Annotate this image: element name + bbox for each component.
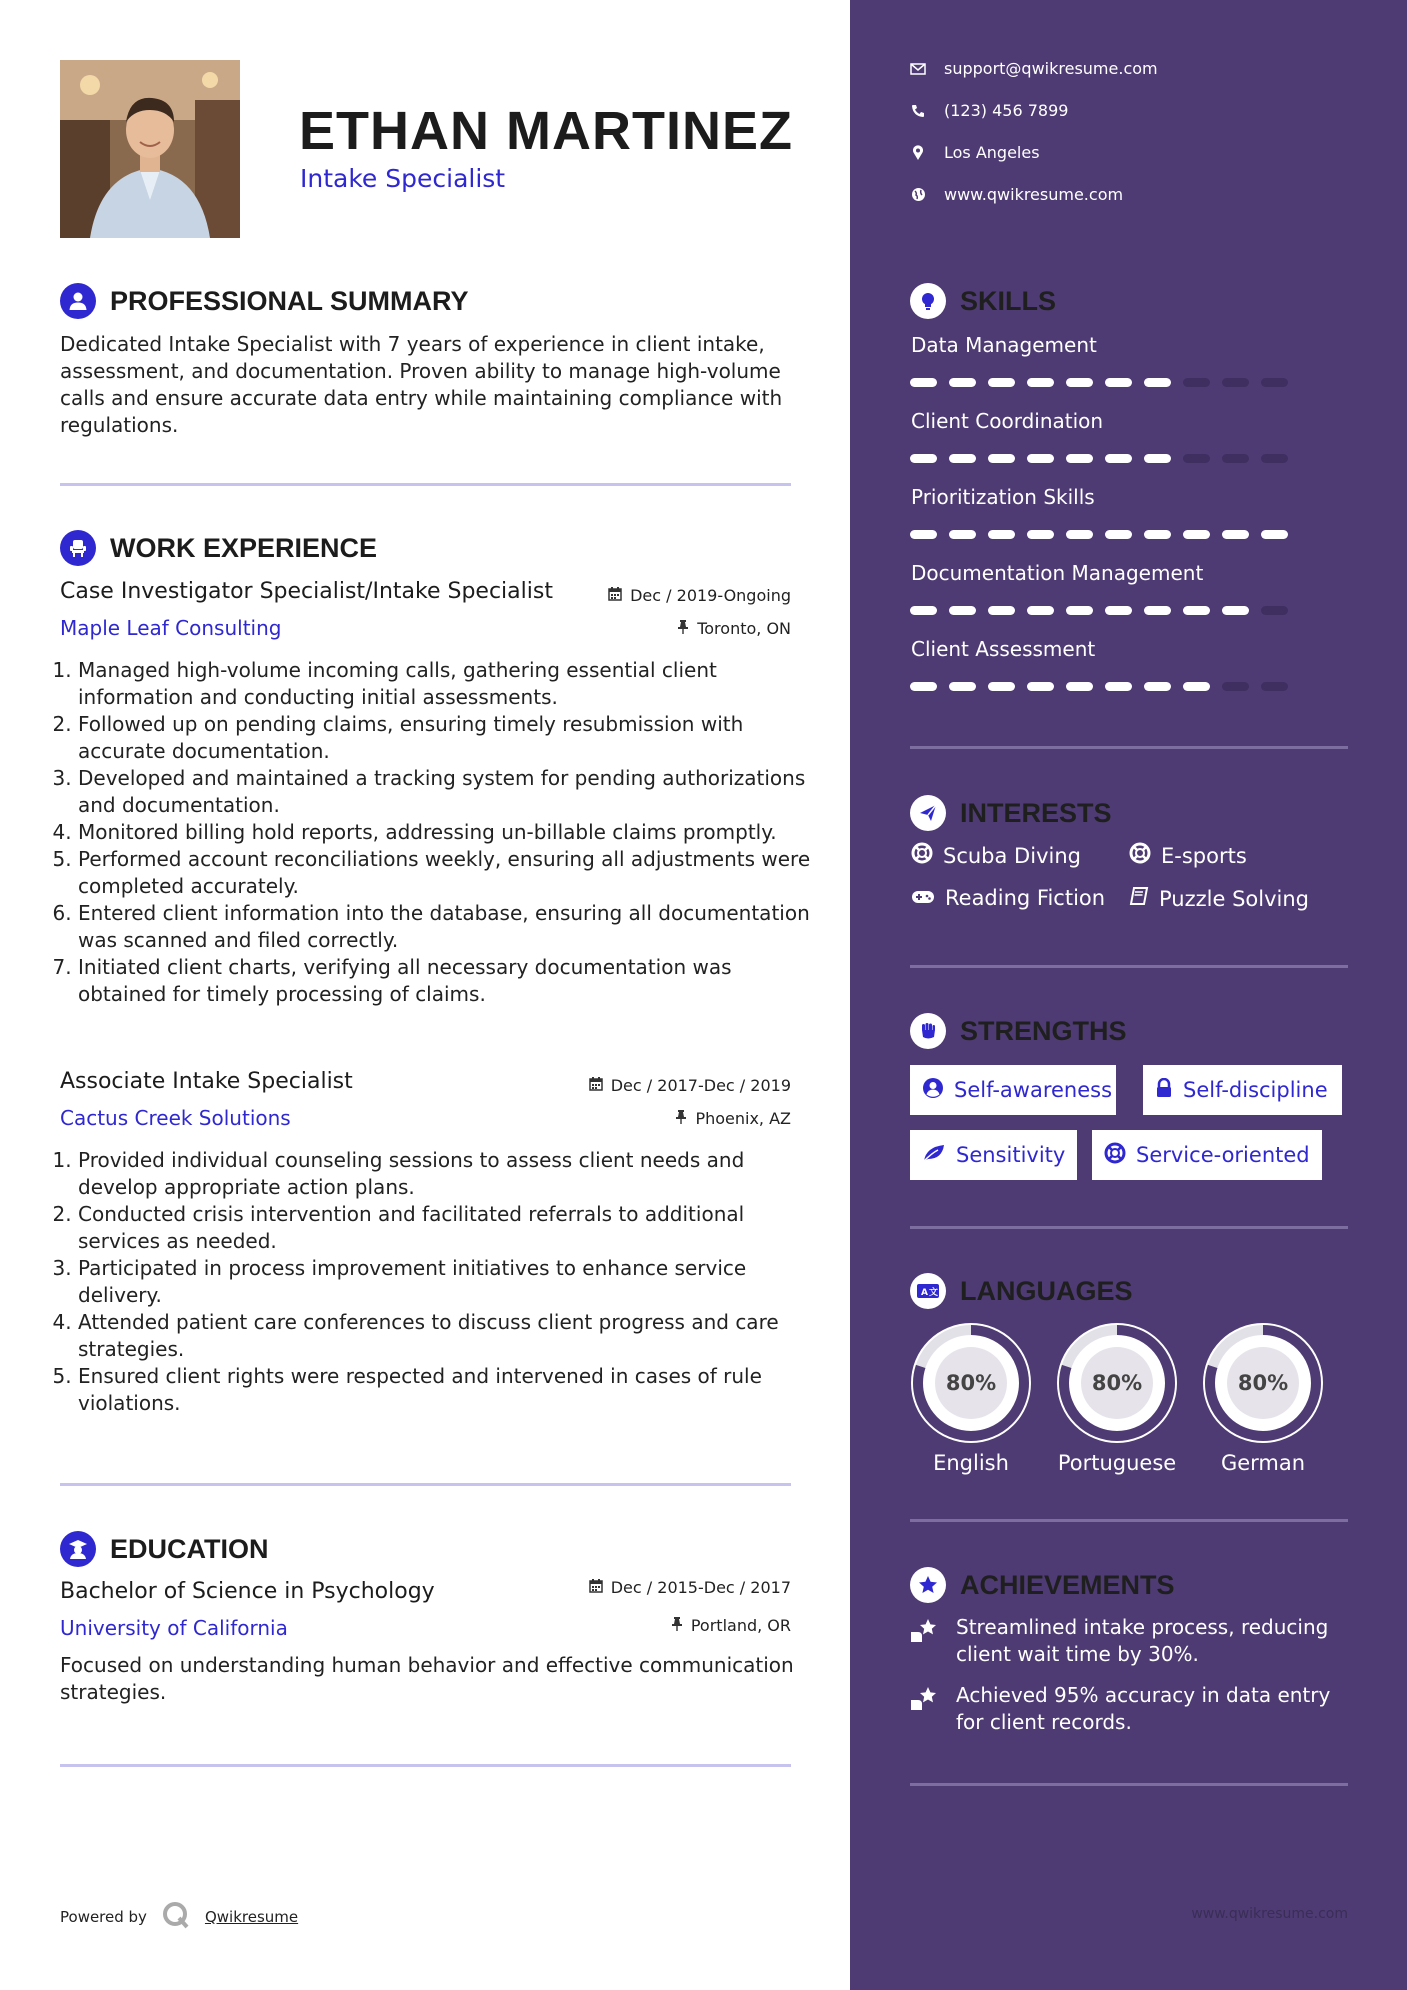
section-divider	[910, 965, 1348, 968]
skill-level-segment	[1066, 682, 1093, 691]
interest-item: Puzzle Solving	[1129, 886, 1309, 911]
language-percent: 80%	[1091, 1371, 1143, 1395]
section-divider	[60, 1483, 791, 1486]
languages-title: LANGUAGES	[960, 1275, 1133, 1306]
map-pin-icon	[910, 145, 926, 161]
skill-level-bar	[910, 682, 1288, 691]
job-title: Case Investigator Specialist/Intake Specialist	[60, 579, 553, 604]
skill-level-segment	[1105, 682, 1132, 691]
skill-level-segment	[949, 454, 976, 463]
skill-level-segment	[1066, 606, 1093, 615]
star-hand-icon	[910, 1686, 942, 1736]
skill-level-segment	[1105, 378, 1132, 387]
svg-text:文: 文	[929, 1288, 939, 1298]
skill-level-segment	[949, 606, 976, 615]
school-name: University of California	[60, 1616, 288, 1640]
skill-level-segment	[1183, 530, 1210, 539]
qwikresume-logo-icon	[161, 1900, 191, 1934]
life-ring-icon	[1129, 842, 1151, 869]
strengths-title: STRENGTHS	[960, 1015, 1127, 1046]
interests-header	[910, 795, 1112, 831]
calendar-icon	[589, 1076, 603, 1095]
leaf-icon	[922, 1143, 946, 1168]
list-item: 4. Attended patient care conferences to discuss client progress and care strategies.	[78, 1309, 818, 1363]
skill-level-segment	[1066, 378, 1093, 387]
skill-level-segment	[988, 606, 1015, 615]
contact-email[interactable]: support@qwikresume.com	[910, 59, 1158, 78]
skill-level-segment	[1027, 378, 1054, 387]
lightbulb-icon	[910, 283, 946, 319]
skill-name: Data Management	[911, 333, 1097, 357]
book-icon	[1129, 886, 1149, 911]
skill-level-segment	[1261, 682, 1288, 691]
skill-level-segment	[1105, 454, 1132, 463]
summary-text: Dedicated Intake Specialist with 7 years of experience in client intake, assessment, and documentation. Proven ability to manage high-volume calls and ensure accurate data entry while maintaining compliance with regulations.	[60, 332, 783, 437]
education-title: EDUCATION	[110, 1533, 269, 1564]
skill-level-segment	[988, 682, 1015, 691]
skill-level-segment	[1222, 454, 1249, 463]
experience-title: WORK EXPERIENCE	[110, 532, 378, 563]
graduate-icon	[60, 1531, 96, 1567]
skill-level-segment	[1027, 530, 1054, 539]
skill-level-segment	[1261, 378, 1288, 387]
skill-level-segment	[1027, 454, 1054, 463]
star-badge-icon	[910, 1567, 946, 1603]
skill-level-segment	[1261, 606, 1288, 615]
skill-level-segment	[1105, 606, 1132, 615]
contact-website[interactable]: www.qwikresume.com	[910, 185, 1123, 204]
skills-title: SKILLS	[960, 285, 1057, 316]
pushpin-icon	[677, 619, 689, 638]
section-divider	[60, 1764, 791, 1767]
list-item: 6. Entered client information into the database, ensuring all documentation was scanned and filed correctly.	[78, 900, 818, 954]
skill-level-bar	[910, 530, 1288, 539]
paper-plane-icon	[910, 795, 946, 831]
language-name: German	[1220, 1451, 1306, 1475]
achievements-header	[910, 1567, 1175, 1603]
education-description: Focused on understanding human behavior and effective communication strategies.	[60, 1653, 794, 1704]
job-title: Associate Intake Specialist	[60, 1069, 353, 1094]
section-divider	[60, 483, 791, 486]
skill-level-segment	[1027, 682, 1054, 691]
strength-chip: Self-awareness	[910, 1065, 1116, 1115]
qwikresume-link[interactable]: Qwikresume	[204, 1908, 299, 1926]
list-item: 7. Initiated client charts, verifying all necessary documentation was obtained for timely processing of claims.	[78, 954, 818, 1008]
interest-item: Scuba Diving	[911, 842, 1081, 869]
skill-level-segment	[1261, 454, 1288, 463]
interest-item: Reading Fiction	[911, 886, 1105, 910]
job-responsibilities	[56, 1147, 818, 1417]
contact-location: Los Angeles	[910, 143, 1040, 162]
section-divider	[910, 1226, 1348, 1229]
skill-level-segment	[949, 530, 976, 539]
skill-level-segment	[988, 378, 1015, 387]
svg-text:A: A	[921, 1288, 928, 1298]
languages-header	[910, 1273, 1133, 1309]
globe-icon	[910, 187, 926, 203]
list-item: 3. Participated in process improvement initiatives to enhance service delivery.	[78, 1255, 818, 1309]
skill-name: Documentation Management	[911, 561, 1204, 585]
skill-level-segment	[1144, 682, 1171, 691]
profile-photo	[60, 60, 240, 238]
list-item: 1. Managed high-volume incoming calls, gathering essential client information and conducting initial assessments.	[78, 657, 818, 711]
gamepad-icon	[911, 886, 935, 910]
star-hand-icon	[910, 1618, 942, 1668]
skill-level-segment	[1261, 530, 1288, 539]
footer-website[interactable]: www.qwikresume.com	[1191, 1906, 1348, 1922]
job-dates: Dec / 2019-Ongoing	[608, 586, 791, 605]
job-company: Maple Leaf Consulting	[60, 616, 282, 640]
envelope-icon	[910, 61, 926, 77]
summary-header	[60, 283, 469, 319]
section-divider	[910, 1783, 1348, 1786]
summary-title: PROFESSIONAL SUMMARY	[110, 285, 469, 316]
experience-header	[60, 530, 377, 566]
skill-level-segment	[1066, 530, 1093, 539]
language-percent: 80%	[1237, 1371, 1289, 1395]
language-percent: 80%	[945, 1371, 997, 1395]
interests-title: INTERESTS	[960, 797, 1112, 828]
skill-level-segment	[1066, 454, 1093, 463]
skill-name: Client Coordination	[911, 409, 1104, 433]
fist-icon	[910, 1013, 946, 1049]
skill-level-segment	[1144, 530, 1171, 539]
skill-level-bar	[910, 454, 1288, 463]
language-name: Portuguese	[1057, 1451, 1177, 1475]
skill-level-segment	[949, 378, 976, 387]
skill-level-segment	[1222, 378, 1249, 387]
job-location: Toronto, ON	[677, 619, 791, 638]
section-divider	[910, 746, 1348, 749]
user-circle-icon	[60, 283, 96, 319]
section-divider	[910, 1519, 1348, 1522]
achievements-title: ACHIEVEMENTS	[960, 1569, 1175, 1600]
language-item	[906, 1321, 1036, 1475]
chair-icon	[60, 530, 96, 566]
education-header	[60, 1531, 269, 1567]
skill-level-segment	[988, 530, 1015, 539]
list-item: 3. Developed and maintained a tracking system for pending authorizations and documentation.	[78, 765, 818, 819]
education-dates: Dec / 2015-Dec / 2017	[589, 1578, 791, 1597]
strength-chip: Self-discipline	[1143, 1065, 1342, 1115]
job-company: Cactus Creek Solutions	[60, 1106, 291, 1130]
skill-level-segment	[988, 454, 1015, 463]
life-ring-icon	[911, 842, 933, 869]
job-responsibilities	[56, 657, 818, 1008]
language-item	[1198, 1321, 1328, 1475]
skills-header	[910, 283, 1056, 319]
strengths-header	[910, 1013, 1127, 1049]
achievement-item: Streamlined intake process, reducing client wait time by 30%.	[910, 1614, 1350, 1668]
skill-level-bar	[910, 378, 1288, 387]
skill-level-segment	[1183, 378, 1210, 387]
list-item: 5. Ensured client rights were respected and intervened in cases of rule violations.	[78, 1363, 818, 1417]
phone-icon	[910, 103, 926, 119]
pushpin-icon	[671, 1616, 683, 1635]
interest-item: E-sports	[1129, 842, 1247, 869]
skill-level-segment	[1222, 682, 1249, 691]
candidate-name: ETHAN MARTINEZ	[299, 101, 793, 161]
contact-phone[interactable]: (123) 456 7899	[910, 101, 1068, 120]
degree-title: Bachelor of Science in Psychology	[60, 1579, 435, 1604]
skill-level-bar	[910, 606, 1288, 615]
skill-level-segment	[910, 530, 937, 539]
skill-name: Prioritization Skills	[911, 485, 1095, 509]
lock-icon	[1155, 1078, 1173, 1103]
skill-level-segment	[1183, 454, 1210, 463]
achievement-item: Achieved 95% accuracy in data entry for client records.	[910, 1682, 1350, 1736]
skill-level-segment	[1222, 606, 1249, 615]
list-item: 1. Provided individual counseling sessions to assess client needs and develop appropriate action plans.	[78, 1147, 818, 1201]
skill-level-segment	[1027, 606, 1054, 615]
language-name: English	[933, 1451, 1009, 1475]
life-ring-icon	[1104, 1142, 1126, 1169]
footer-powered-by: Powered by Qwikresume	[60, 1900, 298, 1934]
list-item: 2. Followed up on pending claims, ensuring timely resubmission with accurate documentation.	[78, 711, 818, 765]
skill-level-segment	[910, 682, 937, 691]
skill-level-segment	[1144, 378, 1171, 387]
job-dates: Dec / 2017-Dec / 2019	[589, 1076, 791, 1095]
list-item: 4. Monitored billing hold reports, addressing un-billable claims promptly.	[78, 819, 818, 846]
calendar-icon	[589, 1578, 603, 1597]
pushpin-icon	[675, 1109, 687, 1128]
translate-icon	[910, 1273, 946, 1309]
skill-level-segment	[1144, 606, 1171, 615]
skill-level-segment	[1183, 682, 1210, 691]
education-location: Portland, OR	[671, 1616, 791, 1635]
list-item: 5. Performed account reconciliations weekly, ensuring all adjustments were completed accurately.	[78, 846, 818, 900]
calendar-icon	[608, 586, 622, 605]
skill-level-segment	[1105, 530, 1132, 539]
skill-level-segment	[1183, 606, 1210, 615]
skill-level-segment	[949, 682, 976, 691]
skill-level-segment	[1144, 454, 1171, 463]
skill-level-segment	[1222, 530, 1249, 539]
skill-level-segment	[910, 378, 937, 387]
job-location: Phoenix, AZ	[675, 1109, 791, 1128]
list-item: 2. Conducted crisis intervention and facilitated referrals to additional services as needed.	[78, 1201, 818, 1255]
skill-name: Client Assessment	[911, 637, 1096, 661]
skill-level-segment	[910, 454, 937, 463]
language-item	[1052, 1321, 1182, 1475]
strength-chip: Service-oriented	[1092, 1130, 1322, 1180]
skill-level-segment	[910, 606, 937, 615]
candidate-role: Intake Specialist	[300, 164, 506, 193]
user-circle-icon	[922, 1077, 944, 1104]
strength-chip: Sensitivity	[910, 1130, 1077, 1180]
